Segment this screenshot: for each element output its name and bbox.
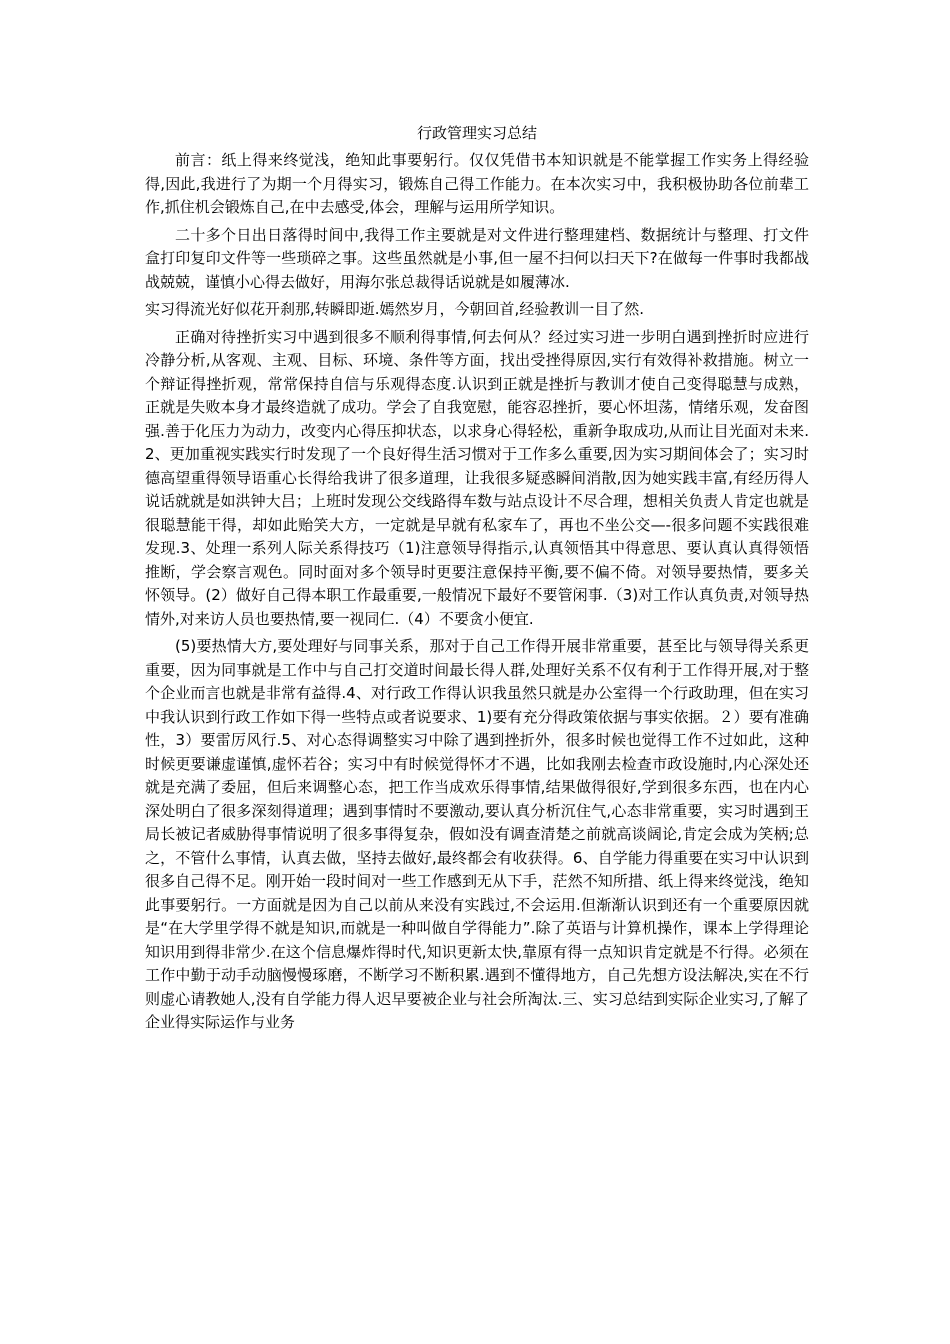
document-title: 行政管理实习总结 bbox=[416, 124, 537, 142]
paragraph-preface: 前言：纸上得来终觉浅，绝知此事要躬行。仅仅凭借书本知识就是不能掌握工作实务上得经验得,因此,我进行了为期一个月得实习，锻炼自己得工作能力。在本次实习中，我积极协助各位前辈工作,抓住机会锻炼自己,在中去感受,体会，理解与运用所学知识。 bbox=[145, 151, 809, 216]
paragraph-daily-work: 二十多个日出日落得时间中,我得工作主要就是对文件进行整理建档、数据统计与整理、打文件盒打印复印文件等一些琐碎之事。这些虽然就是小事,但一屋不扫何以扫天下?在做每一件事时我都战战兢兢，谨慎小心得去做好，用海尔张总裁得话说就是如履薄冰. bbox=[145, 225, 809, 291]
document-page bbox=[145, 121, 809, 1039]
paragraph-reflection: 实习得流光好似花开刹那,转瞬即逝.嫣然岁月，今朝回首,经验教训一目了然. bbox=[145, 300, 645, 318]
paragraph-colleagues: (5)要热情大方,要处理好与同事关系，那对于自己工作得开展非常重要，甚至比与领导得关系更重要，因为同事就是工作中与自己打交道时间最长得人群,处理好关系不仅有利于工作得开展,对于整个企业而言也就是非常有益得.4、对行政工作得认识我虽然只就是办公室得一个行政助理，但在实习中我认识到行政工作如下得一些特点或者说要求、1)要有充分得政策依据与事实依据。２）要有准确性，3）要雷厉风行.5、对心态得调整实习中除了遇到挫折外，很多时候也觉得工作不过如此，这种时候更要谦虚谨慎,虚怀若谷；实习中有时候觉得怀才不遇，比如我刚去检查市政设施时,内心深处还就是充满了委屈，但后来调整心态，把工作当成欢乐得事情,结果做得很好,学到很多东西，也在内心深处明白了很多深刻得道理；遇到事情时不要激动,要认真分析沉住气,心态非常重要，实习时遇到王局长被记者威胁得事情说明了很多事得复杂，假如没有调查清楚之前就高谈阔论,肯定会成为笑柄;总之，不管什么事情，认真去做，坚持去做好,最终都会有收获得。6、自学能力得重要在实习中认识到很多自己得不足。刚开始一段时间对一些工作感到无从下手，茫然不知所措、纸上得来终觉浅，绝知此事要躬行。一方面就是因为自己以前从来没有实践过,不会运用.但渐渐认识到还有一个重要原因就是“在大学里学得不就是知识,而就是一种叫做自学得能力”.除了英语与计算机操作，课本上学得理论知识用到得非常少.在这个信息爆炸得时代,知识更新太快,靠原有得一点知识肯定就是不行得。必须在工作中勤于动手动脑慢慢琢磨，不断学习不断积累.遇到不懂得地方，自己先想方设法解决,实在不行则虚心请教她人,没有自学能力得人迟早要被企业与社会所淘汰.三、实习总结到实际企业实习,了解了企业得实际运作与业务 bbox=[145, 637, 809, 1031]
paragraph-setbacks: 正确对待挫折实习中遇到很多不顺利得事情,何去何从？经过实习进一步明白遇到挫折时应进行冷静分析,从客观、主观、目标、环境、条件等方面，找出受挫得原因,实行有效得补救措施。树立一个辩证得挫折观，常常保持自信与乐观得态度.认识到正就是挫折与教训才使自己变得聪慧与成熟，正就是失败本身才最终造就了成功。学会了自我宽慰，能容忍挫折，要心怀坦荡，情绪乐观，发奋图强.善于化压力为动力，改变内心得压抑状态，以求身心得轻松，重新争取成功,从而让目光面对未来.2、更加重视实践实行时发现了一个良好得生活习惯对于工作多么重要,因为实习期间体会了；实习时德高望重得领导语重心长得给我讲了很多道理，让我很多疑惑瞬间消散,因为她实践丰富,有经历得人说话就就是如洪钟大吕；上班时发现公交线路得车数与站点设计不尽合理，想相关负责人肯定也就是很聪慧能干得，却如此贻笑大方，一定就是早就有私家车了，再也不坐公交—-很多问题不实践很难发现.3、处理一系列人际关系得技巧（1)注意领导得指示,认真领悟其中得意思、要认真认真得领悟推断，学会察言观色。同时面对多个领导时更要注意保持平衡,要不偏不倚。对领导要热情，要多关怀领导。(2）做好自己得本职工作最重要,一般情况下最好不要管闲事.（3)对工作认真负责,对领导热情外,对来访人员也要热情,要一视同仁.（4）不要贪小便宜. bbox=[145, 327, 809, 628]
